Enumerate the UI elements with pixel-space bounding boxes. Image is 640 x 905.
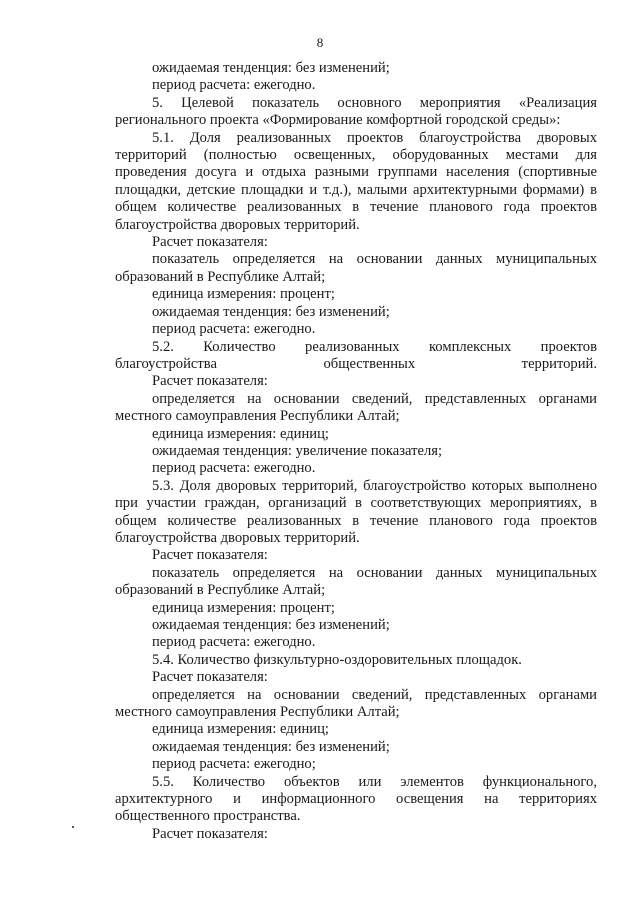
paragraph: определяется на основании сведений, представленных органами местного самоуправления Республики Алтай; [115,390,597,425]
scan-speck [72,826,74,828]
page-number: 8 [316,35,324,50]
paragraph: единица измерения: единиц; [152,721,329,738]
paragraph: определяется на основании сведений, представленных органами местного самоуправления Республики Алтай; [115,686,597,721]
paragraph: 5.5. Количество объектов или элементов функционального, архитектурного и информационного освещения на территориях общественного пространства. [115,773,597,825]
paragraph: ожидаемая тенденция: увеличение показателя; [152,442,443,459]
paragraph: единица измерения: процент; [152,286,335,303]
paragraph: показатель определяется на основании данных муниципальных образований в Республике Алтай; [115,251,597,285]
paragraph: ожидаемая тенденция: без изменений; [152,303,390,320]
paragraph: ожидаемая тенденция: без изменений; [152,60,390,76]
paragraph: Расчет показателя: [152,547,268,564]
paragraph: 5. Целевой показатель основного мероприятия «Реализация регионального проекта «Формирование комфортной городской среды»: [115,94,597,129]
paragraph: Расчет показателя: [152,825,268,842]
paragraph: 5.3. Доля дворовых территорий, благоустройство которых выполнено при участии граждан, организаций в соответствующих мероприятиях, в общем количестве реализованных в течение планового года проектов благоустройства дворовых территорий. [115,477,597,546]
paragraph: период расчета: ежегодно. [152,460,316,477]
paragraph: период расчета: ежегодно; [152,756,316,773]
document-body [115,60,597,843]
paragraph: 5.1. Доля реализованных проектов благоустройства дворовых территорий (полностью освещенных, оборудованных местами для проведения досуга и отдыха разными группами населения (спортивные площадки, детские площадки и т.д.), малыми архитектурными формами) в общем количестве реализованных в течение планового года проектов благоустройства дворовых территорий. [115,129,597,233]
paragraph: ожидаемая тенденция: без изменений; [152,738,390,755]
paragraph: единица измерения: единиц; [152,425,329,442]
paragraph: Расчет показателя: [152,234,268,251]
paragraph: период расчета: ежегодно. [152,77,316,94]
paragraph: период расчета: ежегодно. [152,634,316,651]
paragraph: Расчет показателя: [152,373,268,390]
paragraph: 5.2. Количество реализованных комплексных проектов благоустройства общественных территорий. [115,338,597,372]
paragraph: показатель определяется на основании данных муниципальных образований в Республике Алтай; [115,564,597,599]
paragraph: единица измерения: процент; [152,599,335,616]
paragraph: период расчета: ежегодно. [152,321,316,338]
paragraph: 5.4. Количество физкультурно-оздоровительных площадок. [152,651,522,668]
paragraph: Расчет показателя: [152,669,268,686]
paragraph: ожидаемая тенденция: без изменений; [152,617,390,633]
